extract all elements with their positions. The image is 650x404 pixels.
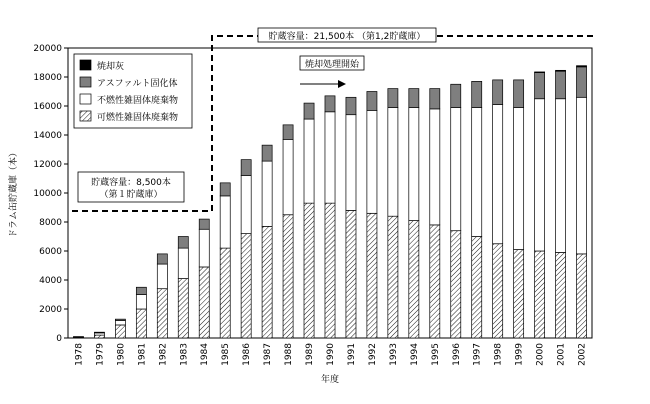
legend-label: 可燃性雑固体廃棄物 — [97, 113, 179, 123]
legend — [74, 54, 192, 128]
bar-segment — [576, 97, 586, 254]
x-tick-label: 1995 — [430, 343, 441, 366]
y-tick-label: 10000 — [33, 189, 62, 199]
legend-label: 不燃性雑固体廃棄物 — [97, 96, 179, 106]
bar-segment — [157, 254, 167, 264]
bar-segment — [535, 251, 545, 338]
y-tick-label: 16000 — [33, 102, 62, 112]
legend-swatch — [80, 77, 91, 87]
bar-segment — [514, 80, 524, 108]
bar-segment — [576, 67, 586, 97]
bar-segment — [283, 215, 293, 338]
y-axis-title: ドラム缶貯蔵庫（本） — [9, 148, 19, 238]
bar-segment — [262, 145, 272, 161]
bar-segment — [367, 92, 377, 111]
x-tick-label: 1988 — [284, 343, 295, 366]
bar-segment — [115, 325, 125, 338]
capacity-old-sublabel: （第１貯蔵庫） — [99, 190, 163, 200]
bar-segment — [409, 89, 419, 108]
y-tick-label: 0 — [56, 334, 62, 344]
x-tick-label: 1998 — [493, 343, 504, 366]
y-tick-label: 8000 — [39, 218, 62, 228]
bar-segment — [220, 248, 230, 338]
bar-segment — [241, 160, 251, 176]
bar-segment — [136, 309, 146, 338]
x-tick-label: 1983 — [179, 343, 190, 366]
incineration-arrow-head — [338, 80, 346, 88]
x-tick-label: 2002 — [577, 343, 588, 366]
bar-segment — [241, 234, 251, 338]
bar-segment — [472, 81, 482, 107]
legend-swatch — [80, 111, 91, 121]
bar-segment — [472, 237, 482, 339]
x-tick-label: 1989 — [305, 343, 316, 366]
bar-segment — [178, 248, 188, 278]
bar-segment — [262, 161, 272, 226]
legend-label: アスファルト固化体 — [97, 79, 178, 89]
x-tick-label: 1979 — [95, 343, 106, 366]
bar-segment — [388, 216, 398, 338]
bar-segment — [304, 119, 314, 203]
bar-segment — [535, 73, 545, 99]
bar-segment — [493, 244, 503, 338]
x-tick-label: 1987 — [263, 343, 274, 366]
bar-segment — [262, 226, 272, 338]
x-tick-label: 1982 — [158, 343, 169, 366]
bar-segment — [576, 254, 586, 338]
bar-segment — [178, 279, 188, 338]
y-tick-label: 4000 — [39, 276, 62, 286]
bar-segment — [346, 210, 356, 338]
bar-segment — [283, 139, 293, 214]
bar-segment — [178, 237, 188, 249]
bar-segment — [367, 110, 377, 213]
legend-swatch — [80, 94, 91, 104]
bar-segment — [451, 84, 461, 107]
incineration-label: 焼却処理開始 — [304, 60, 360, 70]
y-tick-label: 18000 — [33, 73, 62, 83]
bar-segment — [136, 295, 146, 310]
x-tick-label: 1997 — [472, 343, 483, 366]
bar-segment — [430, 109, 440, 225]
bar-segment — [199, 229, 209, 267]
x-tick-label: 1993 — [388, 343, 399, 366]
bar-segment — [73, 337, 83, 338]
bar-segment — [325, 203, 335, 338]
capacity-old-label: 貯蔵容量：8,500本 — [91, 178, 171, 188]
bar-segment — [514, 107, 524, 249]
x-tick-label: 1996 — [451, 343, 462, 366]
legend-swatch — [80, 60, 91, 70]
x-tick-label: 1986 — [242, 343, 253, 366]
bar-segment — [304, 203, 314, 338]
bar-segment — [409, 221, 419, 338]
x-tick-label: 1984 — [200, 343, 211, 366]
bar-segment — [199, 267, 209, 338]
bar-segment — [514, 250, 524, 338]
x-tick-label: 1992 — [367, 343, 378, 366]
y-axis — [33, 44, 68, 344]
bar-segment — [409, 107, 419, 220]
x-tick-label: 1981 — [137, 343, 148, 366]
bar-segment — [346, 115, 356, 211]
x-tick-label: 1978 — [74, 343, 85, 366]
capacity-new-label: 貯蔵容量：21,500本 （第1,2貯蔵庫） — [268, 32, 426, 42]
x-tick-label: 2001 — [556, 343, 567, 366]
bar-segment — [367, 213, 377, 338]
y-tick-label: 2000 — [39, 305, 62, 315]
y-tick-label: 20000 — [33, 44, 62, 54]
bar-segment — [388, 89, 398, 108]
bar-segment — [451, 231, 461, 338]
bar-segment — [94, 335, 104, 338]
bar-segment — [556, 70, 566, 71]
x-tick-label: 1994 — [409, 343, 420, 366]
bar-segment — [472, 107, 482, 236]
bar-segment — [576, 66, 586, 67]
y-tick-label: 12000 — [33, 160, 62, 170]
y-tick-label: 6000 — [39, 247, 62, 257]
bar-segment — [388, 107, 398, 216]
x-tick-label: 1985 — [221, 343, 232, 366]
x-tick-label: 2000 — [535, 343, 546, 366]
bar-segment — [115, 319, 125, 320]
x-tick-label: 1980 — [116, 343, 127, 366]
bar-segment — [94, 332, 104, 333]
x-axis — [74, 343, 587, 366]
bar-segment — [346, 97, 356, 114]
bar-segment — [220, 183, 230, 196]
bar-segment — [220, 196, 230, 248]
x-tick-label: 1991 — [346, 343, 357, 366]
bar-segment — [325, 112, 335, 203]
x-tick-label: 1990 — [326, 343, 336, 366]
bar-segment — [556, 71, 566, 99]
y-tick-label: 14000 — [33, 131, 62, 141]
bar-segment — [115, 321, 125, 325]
bar-segment — [556, 252, 566, 338]
bar-segment — [535, 99, 545, 251]
bar-segment — [199, 219, 209, 229]
bar-segment — [556, 99, 566, 253]
bar-segment — [136, 287, 146, 294]
bar-segment — [241, 176, 251, 234]
bar-segment — [325, 96, 335, 112]
bar-segment — [430, 89, 440, 109]
x-tick-label: 1999 — [514, 343, 525, 366]
bar-segment — [157, 289, 167, 338]
legend-label: 焼却灰 — [97, 62, 125, 72]
bar-segment — [157, 264, 167, 289]
bar-segment — [304, 103, 314, 119]
x-axis-title: 年度 — [320, 375, 340, 385]
bar-segment — [493, 105, 503, 244]
bar-segment — [535, 72, 545, 73]
bar-segment — [430, 225, 440, 338]
bar-segment — [493, 80, 503, 105]
bar-segment — [451, 107, 461, 230]
bar-segment — [283, 125, 293, 140]
